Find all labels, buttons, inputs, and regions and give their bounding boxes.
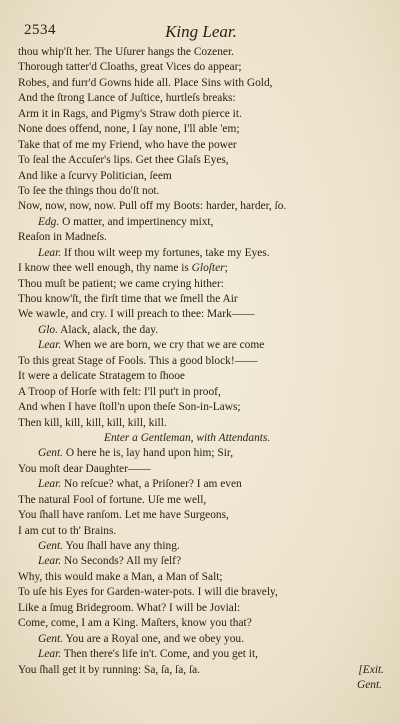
speaker-name: Lear.	[38, 339, 62, 352]
page-number: 2534	[24, 22, 56, 38]
text-line	[18, 647, 384, 662]
verse-text: thou whip'ſt her. The Uſurer hangs the Cozener.	[18, 46, 234, 58]
verse-text: Take that of me my Friend, who have the power	[18, 138, 237, 151]
verse-text: To uſe his Eyes for Garden-water-pots. I will die bravely,	[18, 586, 278, 599]
text-line	[18, 678, 384, 693]
verse-text: A Troop of Horſe with felt: I'll put't in proof,	[18, 385, 221, 398]
speech-text: Then there's life in't. Come, and you get it,	[63, 648, 258, 661]
verse-text: Reaſon in Madneſs.	[18, 231, 107, 244]
text-line	[18, 45, 384, 60]
text-line	[18, 246, 384, 261]
text-line	[18, 107, 384, 122]
text-line	[18, 122, 384, 137]
text-line	[18, 292, 384, 307]
text-line	[18, 230, 384, 245]
speaker-name: Gent.	[38, 632, 63, 645]
verse-punct: ;	[224, 262, 228, 275]
verse-text: We wawle, and cry. I will preach to thee: Mark——	[18, 308, 255, 321]
text-line	[18, 585, 384, 600]
text-line	[18, 261, 384, 276]
play-text	[18, 45, 384, 693]
verse-text: And when I have ſtoll'n upon theſe Son-in-Laws;	[18, 401, 241, 414]
verse-text: And the ſtrong Lance of Juſtice, hurtleſs breaks:	[18, 92, 236, 105]
verse-text: To ſeal the Accuſer's lips. Get thee Glaſs Eyes,	[18, 154, 229, 167]
catchword: Gent.	[357, 678, 382, 691]
verse-text: Now, now, now, now. Pull off my Boots: harder, harder, ſo.	[18, 200, 287, 213]
running-title: King Lear.	[165, 22, 237, 41]
speech-text: You ſhall have any thing.	[65, 540, 180, 552]
speaker-name: Glo.	[38, 323, 58, 336]
verse-text: You moſt dear Daughter——	[18, 462, 151, 475]
text-line	[18, 60, 384, 75]
text-line	[18, 91, 384, 106]
speech-text: O matter, and impertinency mixt,	[62, 215, 214, 228]
speaker-name: Lear.	[38, 478, 62, 491]
exit-direction: [Exit.	[358, 663, 384, 676]
text-line	[18, 307, 384, 322]
text-line	[18, 632, 384, 647]
text-line	[18, 570, 384, 585]
verse-text: The natural Fool of fortune. Uſe me well,	[18, 493, 207, 506]
verse-text: To this great Stage of Fools. This a good block!——	[18, 354, 258, 367]
page-header	[24, 22, 378, 44]
speaker-name: Lear.	[38, 555, 62, 568]
verse-text: And like a ſcurvy Politician, ſeem	[18, 169, 172, 182]
verse-text: Thou muſt be patient; we came crying hither:	[18, 277, 224, 290]
text-line	[18, 431, 384, 446]
speech-text: When we are born, we cry that we are come	[63, 339, 265, 352]
text-line	[18, 416, 384, 431]
text-line	[18, 338, 384, 353]
text-line	[18, 76, 384, 91]
text-line	[18, 601, 384, 616]
verse-text: You ſhall have ranſom. Let me have Surgeons,	[18, 509, 229, 522]
text-line	[18, 554, 384, 569]
verse-text: It were a delicate Stratagem to ſhooe	[18, 370, 185, 383]
verse-text: Thou know'ſt, the firſt time that we ſmell the Air	[18, 293, 238, 305]
text-line	[18, 385, 384, 400]
verse-text: I know thee well enough, thy name is	[18, 262, 192, 275]
text-line	[18, 215, 384, 230]
verse-text: Robes, and furr'd Gowns hide all. Place Sins with Gold,	[18, 76, 273, 89]
speech-text: You are a Royal one, and we obey you.	[65, 632, 244, 645]
text-line	[18, 138, 384, 153]
speaker-name: Lear.	[38, 246, 62, 259]
text-line	[18, 493, 384, 508]
text-line	[18, 508, 384, 523]
speaker-name: Gent.	[38, 540, 63, 552]
verse-text: Thorough tatter'd Cloaths, great Vices do appear;	[18, 61, 242, 74]
text-line	[18, 539, 384, 554]
text-line	[18, 169, 384, 184]
text-line	[18, 400, 384, 415]
text-line	[18, 277, 384, 292]
text-line	[18, 153, 384, 168]
verse-text: Like a ſmug Bridegroom. What? I will be Jovial:	[18, 601, 241, 614]
text-line	[18, 184, 384, 199]
speech-text: No reſcue? what, a Priſoner? I am even	[63, 478, 242, 491]
verse-text: I am cut to th' Brains.	[18, 524, 117, 537]
text-line	[18, 369, 384, 384]
speaker-name: Edg.	[38, 215, 60, 228]
speech-text: Alack, alack, the day.	[60, 323, 159, 336]
stage-direction: Enter a Gentleman, with Attendants.	[104, 431, 271, 444]
verse-text: Arm it in Rags, and Pigmy's Straw doth pierce it.	[18, 107, 242, 120]
verse-text: Why, this would make a Man, a Man of Salt;	[18, 570, 223, 583]
text-line	[18, 199, 384, 214]
text-line	[18, 354, 384, 369]
verse-text: Come, come, I am a King. Maſters, know you that?	[18, 617, 252, 630]
text-line	[18, 616, 384, 631]
text-line	[18, 323, 384, 338]
text-line	[18, 446, 384, 461]
text-line	[18, 524, 384, 539]
italic-name: Gloſter	[191, 262, 225, 275]
speech-text: No Seconds? All my ſelf?	[63, 555, 182, 568]
speaker-name: Gent.	[38, 447, 63, 460]
verse-text: Then kill, kill, kill, kill, kill, kill.	[18, 416, 167, 429]
text-line	[18, 477, 384, 492]
text-line	[18, 663, 384, 678]
speech-text: O here he is, lay hand upon him; Sir,	[65, 447, 234, 460]
verse-text: None does offend, none, I ſay none, I'll able 'em;	[18, 123, 240, 136]
speech-text: If thou wilt weep my fortunes, take my Eyes.	[63, 246, 270, 259]
verse-text: To ſee the things thou do'ſt not.	[18, 184, 160, 197]
speaker-name: Lear.	[38, 648, 62, 661]
verse-text: You ſhall get it by running: Sa, ſa, ſa, ſa.	[18, 663, 201, 676]
text-line	[18, 462, 384, 477]
